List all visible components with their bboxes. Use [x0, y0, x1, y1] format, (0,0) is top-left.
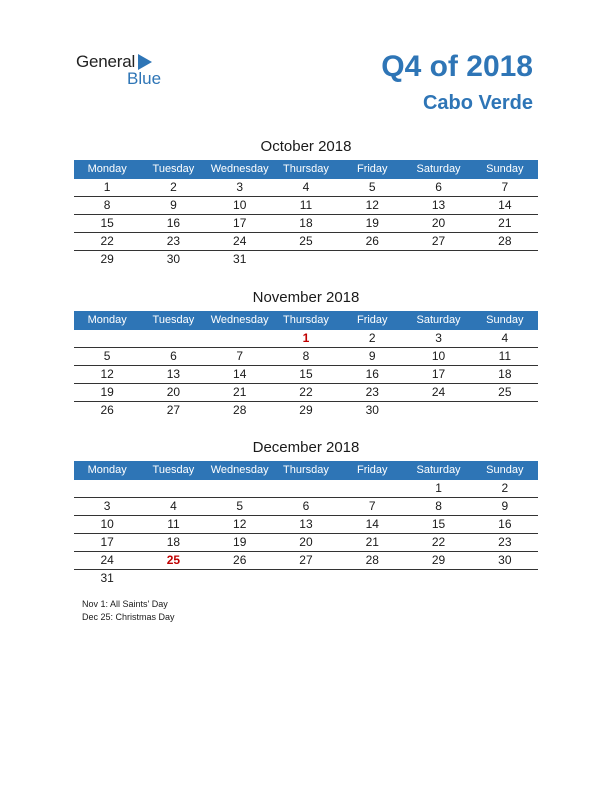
day-cell: 11: [167, 517, 180, 531]
weekday-label: Wednesday: [210, 163, 269, 175]
weekday-label: Saturday: [416, 314, 461, 326]
weekday-label: Sunday: [486, 163, 524, 175]
weekday-label: Friday: [356, 464, 388, 476]
weekday-label: Friday: [356, 314, 388, 326]
day-cell: 17: [431, 367, 446, 381]
day-cell: 12: [233, 517, 247, 531]
week-row: [74, 480, 538, 498]
month-title: November 2018: [252, 289, 360, 306]
weekday-header: [74, 311, 538, 330]
day-cell: 8: [103, 198, 111, 212]
week-row: [74, 552, 538, 570]
day-cell: 10: [100, 517, 114, 531]
day-cell: 12: [365, 198, 379, 212]
weekday-label: Wednesday: [210, 314, 269, 326]
day-cell: 31: [100, 571, 114, 585]
day-cell: 30: [498, 553, 512, 567]
weekday-label: Thursday: [283, 314, 329, 326]
day-cell: 19: [233, 535, 247, 549]
week-row: [74, 384, 538, 402]
day-cell: [207, 480, 273, 497]
week-row: [74, 402, 538, 419]
weekday-label: Sunday: [486, 464, 524, 476]
week-row: [74, 570, 538, 587]
day-cell: 30: [166, 252, 181, 266]
month-title: December 2018: [252, 439, 360, 456]
day-cell: [273, 251, 339, 268]
day-cell: 16: [365, 367, 379, 381]
day-cell: 13: [166, 367, 181, 381]
day-cell: 10: [431, 349, 446, 363]
day-cell: 3: [103, 499, 111, 513]
day-cell: 23: [365, 385, 379, 399]
day-cell: [472, 402, 538, 419]
weekday-label: Saturday: [416, 464, 461, 476]
day-cell: 14: [365, 517, 379, 531]
day-cell: [207, 570, 273, 587]
weekday-label: Monday: [87, 163, 127, 175]
day-cell: [405, 251, 471, 268]
day-cell: [339, 251, 405, 268]
day-cell: 16: [166, 216, 181, 230]
logo-text-blue: Blue: [127, 69, 162, 88]
day-cell: 26: [233, 553, 247, 567]
weekday-label: Tuesday: [152, 314, 195, 326]
day-cell: 9: [368, 349, 376, 363]
day-cell: 17: [233, 216, 247, 230]
week-row: [74, 233, 538, 251]
month-calendar: [74, 288, 538, 419]
day-cell: 15: [100, 216, 114, 230]
day-cell: 7: [236, 349, 244, 363]
day-cell: 23: [166, 234, 181, 248]
day-cell: 24: [233, 234, 247, 248]
weekday-label: Sunday: [486, 314, 524, 326]
day-cell: 21: [233, 385, 247, 399]
day-cell: [207, 330, 273, 347]
day-cell: 1: [103, 180, 111, 194]
holiday-notes: [82, 598, 175, 624]
day-cell: [140, 330, 206, 347]
day-cell: [339, 480, 405, 497]
day-cell: 3: [236, 180, 244, 194]
day-cell: 13: [431, 198, 446, 212]
day-cell: 29: [431, 553, 446, 567]
day-cell: [472, 570, 538, 587]
day-cell: [74, 330, 140, 347]
week-row: [74, 251, 538, 268]
day-cell: 6: [435, 180, 442, 194]
day-cell: 24: [431, 385, 446, 399]
day-cell: 28: [365, 553, 379, 567]
day-cell: 30: [365, 403, 379, 417]
day-cell: 18: [299, 216, 313, 230]
day-cell: 3: [435, 331, 442, 345]
day-cell: 7: [368, 499, 376, 513]
day-cell: 6: [302, 499, 310, 513]
country-subtitle: Cabo Verde: [422, 92, 533, 114]
weekday-label: Saturday: [416, 163, 461, 175]
weekday-label: Tuesday: [152, 163, 195, 175]
week-row: [74, 366, 538, 384]
day-cell: 21: [498, 216, 512, 230]
day-cell: [405, 402, 471, 419]
day-cell: 21: [365, 535, 379, 549]
day-cell: [273, 480, 339, 497]
logo-triangle-icon: [138, 54, 152, 70]
day-cell: 26: [365, 234, 379, 248]
day-cell: 5: [236, 499, 244, 513]
holiday-note: Dec 25: Christmas Day: [82, 612, 175, 622]
day-cell: [339, 570, 405, 587]
weekday-header: [74, 461, 538, 480]
day-cell: 20: [431, 216, 446, 230]
day-cell: 24: [100, 553, 114, 567]
day-cell: 12: [100, 367, 114, 381]
day-cell: [140, 570, 206, 587]
day-cell: 4: [501, 331, 509, 345]
day-cell: 9: [501, 499, 509, 513]
day-cell: 19: [365, 216, 379, 230]
month-title: October 2018: [260, 138, 352, 155]
day-cell: 31: [233, 252, 247, 266]
day-cell: 25: [498, 385, 512, 399]
day-cell: 28: [498, 234, 512, 248]
day-cell: 22: [431, 535, 446, 549]
month-calendar: [74, 438, 538, 587]
day-cell: 7: [501, 180, 509, 194]
day-cell: 20: [299, 535, 313, 549]
day-cell: [140, 480, 206, 497]
month-calendar: [74, 137, 538, 268]
day-cell: 11: [299, 198, 313, 212]
day-cell: 8: [435, 499, 442, 513]
day-cell: 15: [299, 367, 313, 381]
day-cell: 22: [100, 234, 114, 248]
day-cell: 13: [299, 517, 313, 531]
day-cell: 4: [170, 499, 177, 513]
day-cell: 2: [368, 331, 376, 345]
holiday-note: Nov 1: All Saints' Day: [82, 599, 168, 609]
week-row: [74, 348, 538, 366]
day-cell: 18: [498, 367, 512, 381]
day-cell: 27: [299, 553, 313, 567]
weekday-label: Wednesday: [210, 464, 269, 476]
day-cell: 26: [100, 403, 114, 417]
weekday-label: Thursday: [283, 163, 329, 175]
day-cell: 18: [166, 535, 181, 549]
week-row: [74, 197, 538, 215]
day-cell: 6: [170, 349, 177, 363]
day-cell: 8: [302, 349, 310, 363]
week-row: [74, 516, 538, 534]
day-cell: 5: [368, 180, 376, 194]
day-cell: 2: [170, 180, 177, 194]
day-cell: 28: [233, 403, 247, 417]
weekday-label: Friday: [356, 163, 388, 175]
weekday-label: Tuesday: [152, 464, 195, 476]
day-cell: 29: [299, 403, 313, 417]
day-cell: 9: [170, 198, 177, 212]
weekday-label: Monday: [87, 464, 127, 476]
day-cell: 22: [299, 385, 313, 399]
day-cell: 17: [100, 535, 114, 549]
day-cell: 27: [431, 234, 446, 248]
day-cell: 15: [431, 517, 446, 531]
logo-text-general: General: [76, 52, 136, 71]
day-cell: 10: [233, 198, 247, 212]
week-row: [74, 330, 538, 348]
day-cell: 14: [498, 198, 512, 212]
day-cell: 16: [498, 517, 512, 531]
general-blue-logo: [76, 52, 186, 92]
day-cell: [405, 570, 471, 587]
week-row: [74, 179, 538, 197]
day-cell: 14: [233, 367, 247, 381]
day-cell: 19: [100, 385, 114, 399]
holiday-day-cell: 1: [302, 331, 310, 345]
day-cell: 11: [498, 349, 512, 363]
day-cell: 29: [100, 252, 114, 266]
page-title: Q4 of 2018: [381, 50, 533, 83]
weekday-label: Monday: [87, 314, 127, 326]
weekday-label: Thursday: [283, 464, 329, 476]
week-row: [74, 215, 538, 233]
day-cell: 5: [103, 349, 111, 363]
week-row: [74, 498, 538, 516]
day-cell: 20: [166, 385, 181, 399]
day-cell: 4: [302, 180, 310, 194]
day-cell: 25: [299, 234, 313, 248]
day-cell: 27: [166, 403, 181, 417]
weekday-header: [74, 160, 538, 179]
day-cell: 1: [435, 481, 442, 495]
day-cell: 23: [498, 535, 512, 549]
day-cell: [74, 480, 140, 497]
day-cell: 2: [501, 481, 509, 495]
week-row: [74, 534, 538, 552]
holiday-day-cell: 25: [166, 553, 181, 567]
day-cell: [472, 251, 538, 268]
day-cell: [273, 570, 339, 587]
